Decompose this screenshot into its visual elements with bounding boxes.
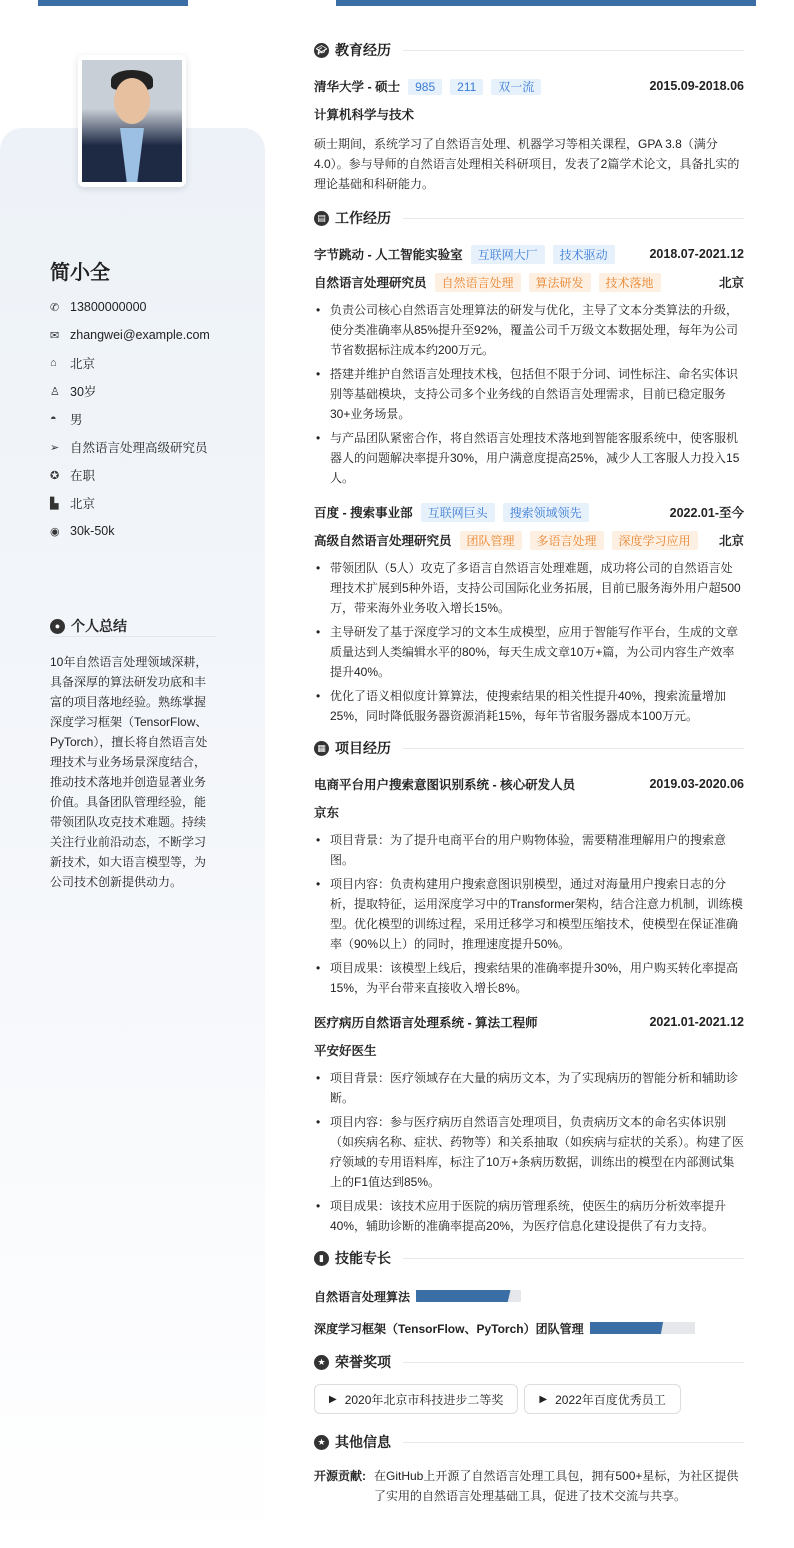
award-item[interactable] [524, 1384, 680, 1414]
list-item: • 与产品团队紧密合作，将自然语言处理技术落地到智能客服系统中，使客服机器人的问题解决率提升30%，用户满意度提高25%，减少人工客服人力投入15人。 [314, 428, 744, 488]
info-text: zhangwei@example.com [70, 328, 210, 342]
award-item[interactable] [314, 1384, 518, 1414]
status-icon: ✪ [50, 469, 60, 482]
company: 百度 - 搜索事业部 [314, 506, 413, 520]
info-row [50, 461, 210, 489]
award-icon: ★ [314, 1355, 329, 1370]
job-header [314, 498, 744, 526]
skill-item [536, 1312, 709, 1344]
info-text: 北京 [70, 497, 96, 511]
section-title: 工作经历 [335, 210, 391, 226]
mail-icon: ✉ [50, 329, 60, 342]
company-tag: 技术驱动 [553, 245, 615, 264]
section-title: 其他信息 [335, 1434, 391, 1450]
summary-text: 10年自然语言处理领域深耕，具备深厚的算法研发功底和丰富的项目落地经验。熟练掌握深度学习框架（TensorFlow、PyTorch），擅长将自然语言处理技术与业务场景深度结合，推动技术落地并创造显著业务价值。具备团队管理经验，能带领团队攻克技术难题。持续关注行业前沿动态，不断学习新技术，如大语言模型等，为公司技术创新提供动力。 [50, 655, 208, 889]
skill-name: 深度学习框架（TensorFlow、PyTorch） [314, 1321, 536, 1336]
section-title: 技能专长 [335, 1250, 391, 1266]
role-tag: 自然语言处理 [435, 273, 521, 292]
right-top-bar [336, 0, 756, 6]
summary-heading [50, 616, 216, 637]
info-text: 13800000000 [70, 300, 147, 314]
job-city: 北京 [718, 276, 744, 290]
skills-heading [314, 1246, 744, 1270]
graduation-cap-icon: 🎓︎ [314, 43, 329, 58]
main-content [314, 38, 744, 1506]
play-icon: ▶ [539, 1393, 548, 1405]
job-role [314, 268, 744, 296]
company: 字节跳动 - 人工智能实验室 [314, 248, 463, 262]
section-title: 荣誉奖项 [335, 1354, 391, 1370]
awards-heading [314, 1350, 744, 1374]
education-desc: 硕士期间，系统学习了自然语言处理、机器学习等相关课程，GPA 3.8（满分4.0）。参与导师的自然语言处理相关科研项目，发表了2篇学术论文，具备扎实的理论基础和科研能力。 [314, 137, 740, 191]
list-item: • 负责公司核心自然语言处理算法的研发与优化，主导了文本分类算法的升级，使分类准确率从85%提升至92%，覆盖公司千万级文本数据处理，每年为公司节省数据标注成本约200万元。 [314, 300, 744, 360]
skill-item [314, 1280, 535, 1312]
age-icon: ♙ [50, 385, 60, 398]
play-icon: ▶ [329, 1393, 337, 1405]
briefcase-icon: ▤ [314, 211, 329, 226]
other-heading [314, 1430, 744, 1454]
list-item: • 项目内容：负责构建用户搜索意图识别模型，通过对海量用户搜索日志的分析，提取特征，运用深度学习中的Transformer架构，结合注意力机制，训练模型。优化模型的训练过程，采用迁移学习和模型压缩技术，使模型在保证准确率（90%以上）的同时，推理速度提升50%。 [314, 874, 744, 954]
info-text: 北京 [70, 357, 96, 371]
major: 计算机科学与技术 [314, 108, 415, 122]
list-item: • 项目成果：该技术应用于医院的病历管理系统，使医生的病历分析效率提升40%，辅助诊断的准确率提高20%，为医疗信息化建设提供了有力支持。 [314, 1196, 744, 1236]
project-header [314, 1008, 744, 1036]
company-tag: 搜索领域领先 [503, 503, 589, 522]
role-tag: 团队管理 [460, 531, 522, 550]
role-tag: 多语言处理 [530, 531, 604, 550]
list-item: • 带领团队（5人）攻克了多语言自然语言处理难题，成功将公司的自然语言处理技术扩展到5种外语，支持公司国际化业务拓展，目前已服务海外用户超500万，带来海外业务收入增长15%。 [314, 558, 744, 618]
school: 清华大学 - 硕士 [314, 80, 401, 94]
project-details [314, 1068, 744, 1236]
role: 高级自然语言处理研究员 [314, 534, 452, 548]
company-tag: 互联网巨头 [421, 503, 495, 522]
skill-name: 自然语言处理算法 [314, 1289, 411, 1304]
education-date: 2015.09-2018.06 [649, 79, 744, 93]
skill-bar [416, 1290, 521, 1302]
info-row [50, 377, 210, 405]
info-row [50, 349, 210, 377]
send-icon: ➢ [50, 441, 60, 454]
projects-heading [314, 736, 744, 760]
info-row [50, 489, 210, 517]
skill-name: 团队管理 [535, 1321, 584, 1336]
project-header [314, 770, 744, 798]
building-icon: ▙ [50, 497, 59, 510]
school-tag: 双一流 [491, 79, 541, 95]
info-text: 30k-50k [70, 524, 115, 538]
company-tag: 互联网大厂 [471, 245, 545, 264]
phone-icon: ✆ [50, 301, 60, 314]
job-role [314, 526, 744, 554]
gender-icon: ◓ [50, 413, 57, 425]
info-row [50, 321, 210, 349]
job-date: 2018.07-2021.12 [649, 247, 744, 261]
info-text: 男 [70, 413, 83, 427]
list-item: • 优化了语义相似度计算算法，使搜索结果的相关性提升40%，搜索流量增加25%，同时降低服务器资源消耗15%，每年节省服务器成本100万元。 [314, 686, 744, 726]
avatar [78, 55, 186, 187]
job-header [314, 240, 744, 268]
salary-icon: ◉ [50, 525, 60, 538]
info-row [50, 433, 210, 461]
project-name: 医疗病历自然语言处理系统 - 算法工程师 [314, 1016, 538, 1030]
project-org: 京东 [314, 806, 340, 820]
section-title: 项目经历 [335, 740, 391, 756]
info-row [50, 517, 210, 545]
list-item: • 主导研发了基于深度学习的文本生成模型，应用于智能写作平台，生成的文章质量达到人类编辑水平的80%，每天生成文章10万+篇，为公司内容生产效率提升40%。 [314, 622, 744, 682]
list-item: • 项目内容：参与医疗病历自然语言处理项目，负责病历文本的命名实体识别（如疾病名称、症状、药物等）和关系抽取（如疾病与症状的关系）。构建了医疗领域的专用语料库，标注了10万+条病历数据，训练出的模型在内部测试集上的F1值达到85%。 [314, 1112, 744, 1192]
award-icon: ★ [314, 1435, 329, 1450]
job-date: 2022.01-至今 [669, 506, 744, 520]
role-tag: 深度学习应用 [612, 531, 698, 550]
info-text: 30岁 [70, 385, 97, 399]
role-tag: 算法研发 [529, 273, 591, 292]
education-header [314, 72, 744, 100]
other-label: 开源贡献: [314, 1469, 366, 1483]
bar-chart-icon: ▮ [314, 1251, 329, 1266]
project-date: 2019.03-2020.06 [649, 777, 744, 791]
list-item: • 项目背景：医疗领域存在大量的病历文本，为了实现病历的智能分析和辅助诊断。 [314, 1068, 744, 1108]
other-text: 在GitHub上开源了自然语言处理工具包，拥有500+星标，为社区提供了实用的自然语言处理基础工具，促进了技术交流与共享。 [374, 1469, 739, 1503]
project-org: 平安好医生 [314, 1044, 377, 1058]
info-row [50, 293, 210, 321]
home-icon: ⌂ [50, 357, 57, 369]
work-heading [314, 206, 744, 230]
left-top-bar [38, 0, 188, 6]
school-tag: 985 [408, 79, 442, 95]
award-text: 2020年北京市科技进步二等奖 [344, 1392, 504, 1407]
job-duties [314, 558, 744, 726]
grid-icon: ▦ [314, 741, 329, 756]
section-title: 教育经历 [335, 42, 391, 58]
skill-bar [590, 1322, 695, 1334]
info-text: 自然语言处理高级研究员 [70, 441, 208, 455]
award-text: 2022年百度优秀员工 [555, 1392, 666, 1407]
contact-info [50, 293, 210, 545]
job-duties [314, 300, 744, 488]
summary-title: 个人总结 [71, 618, 127, 634]
skill-item [314, 1312, 536, 1344]
list-item: • 项目成果：该模型上线后，搜索结果的准确率提升30%，用户购买转化率提高15%，为平台带来直接收入增长8%。 [314, 958, 744, 998]
school-tag: 211 [450, 79, 483, 95]
role: 自然语言处理研究员 [314, 276, 427, 290]
role-tag: 技术落地 [599, 273, 661, 292]
education-heading [314, 38, 744, 62]
project-details [314, 830, 744, 998]
list-item: • 项目背景：为了提升电商平台的用户购物体验，需要精准理解用户的搜索意图。 [314, 830, 744, 870]
other-info [314, 1466, 744, 1506]
user-icon: ● [50, 619, 65, 634]
info-row [50, 405, 210, 433]
list-item: • 搭建并维护自然语言处理技术栈，包括但不限于分词、词性标注、命名实体识别等基础模块，支持公司多个业务线的自然语言处理需求，目前已稳定服务30+业务场景。 [314, 364, 744, 424]
candidate-name: 简小全 [50, 262, 110, 284]
job-city: 北京 [718, 534, 744, 548]
info-text: 在职 [70, 469, 96, 483]
project-name: 电商平台用户搜索意图识别系统 - 核心研发人员 [314, 778, 576, 792]
project-date: 2021.01-2021.12 [649, 1015, 744, 1029]
